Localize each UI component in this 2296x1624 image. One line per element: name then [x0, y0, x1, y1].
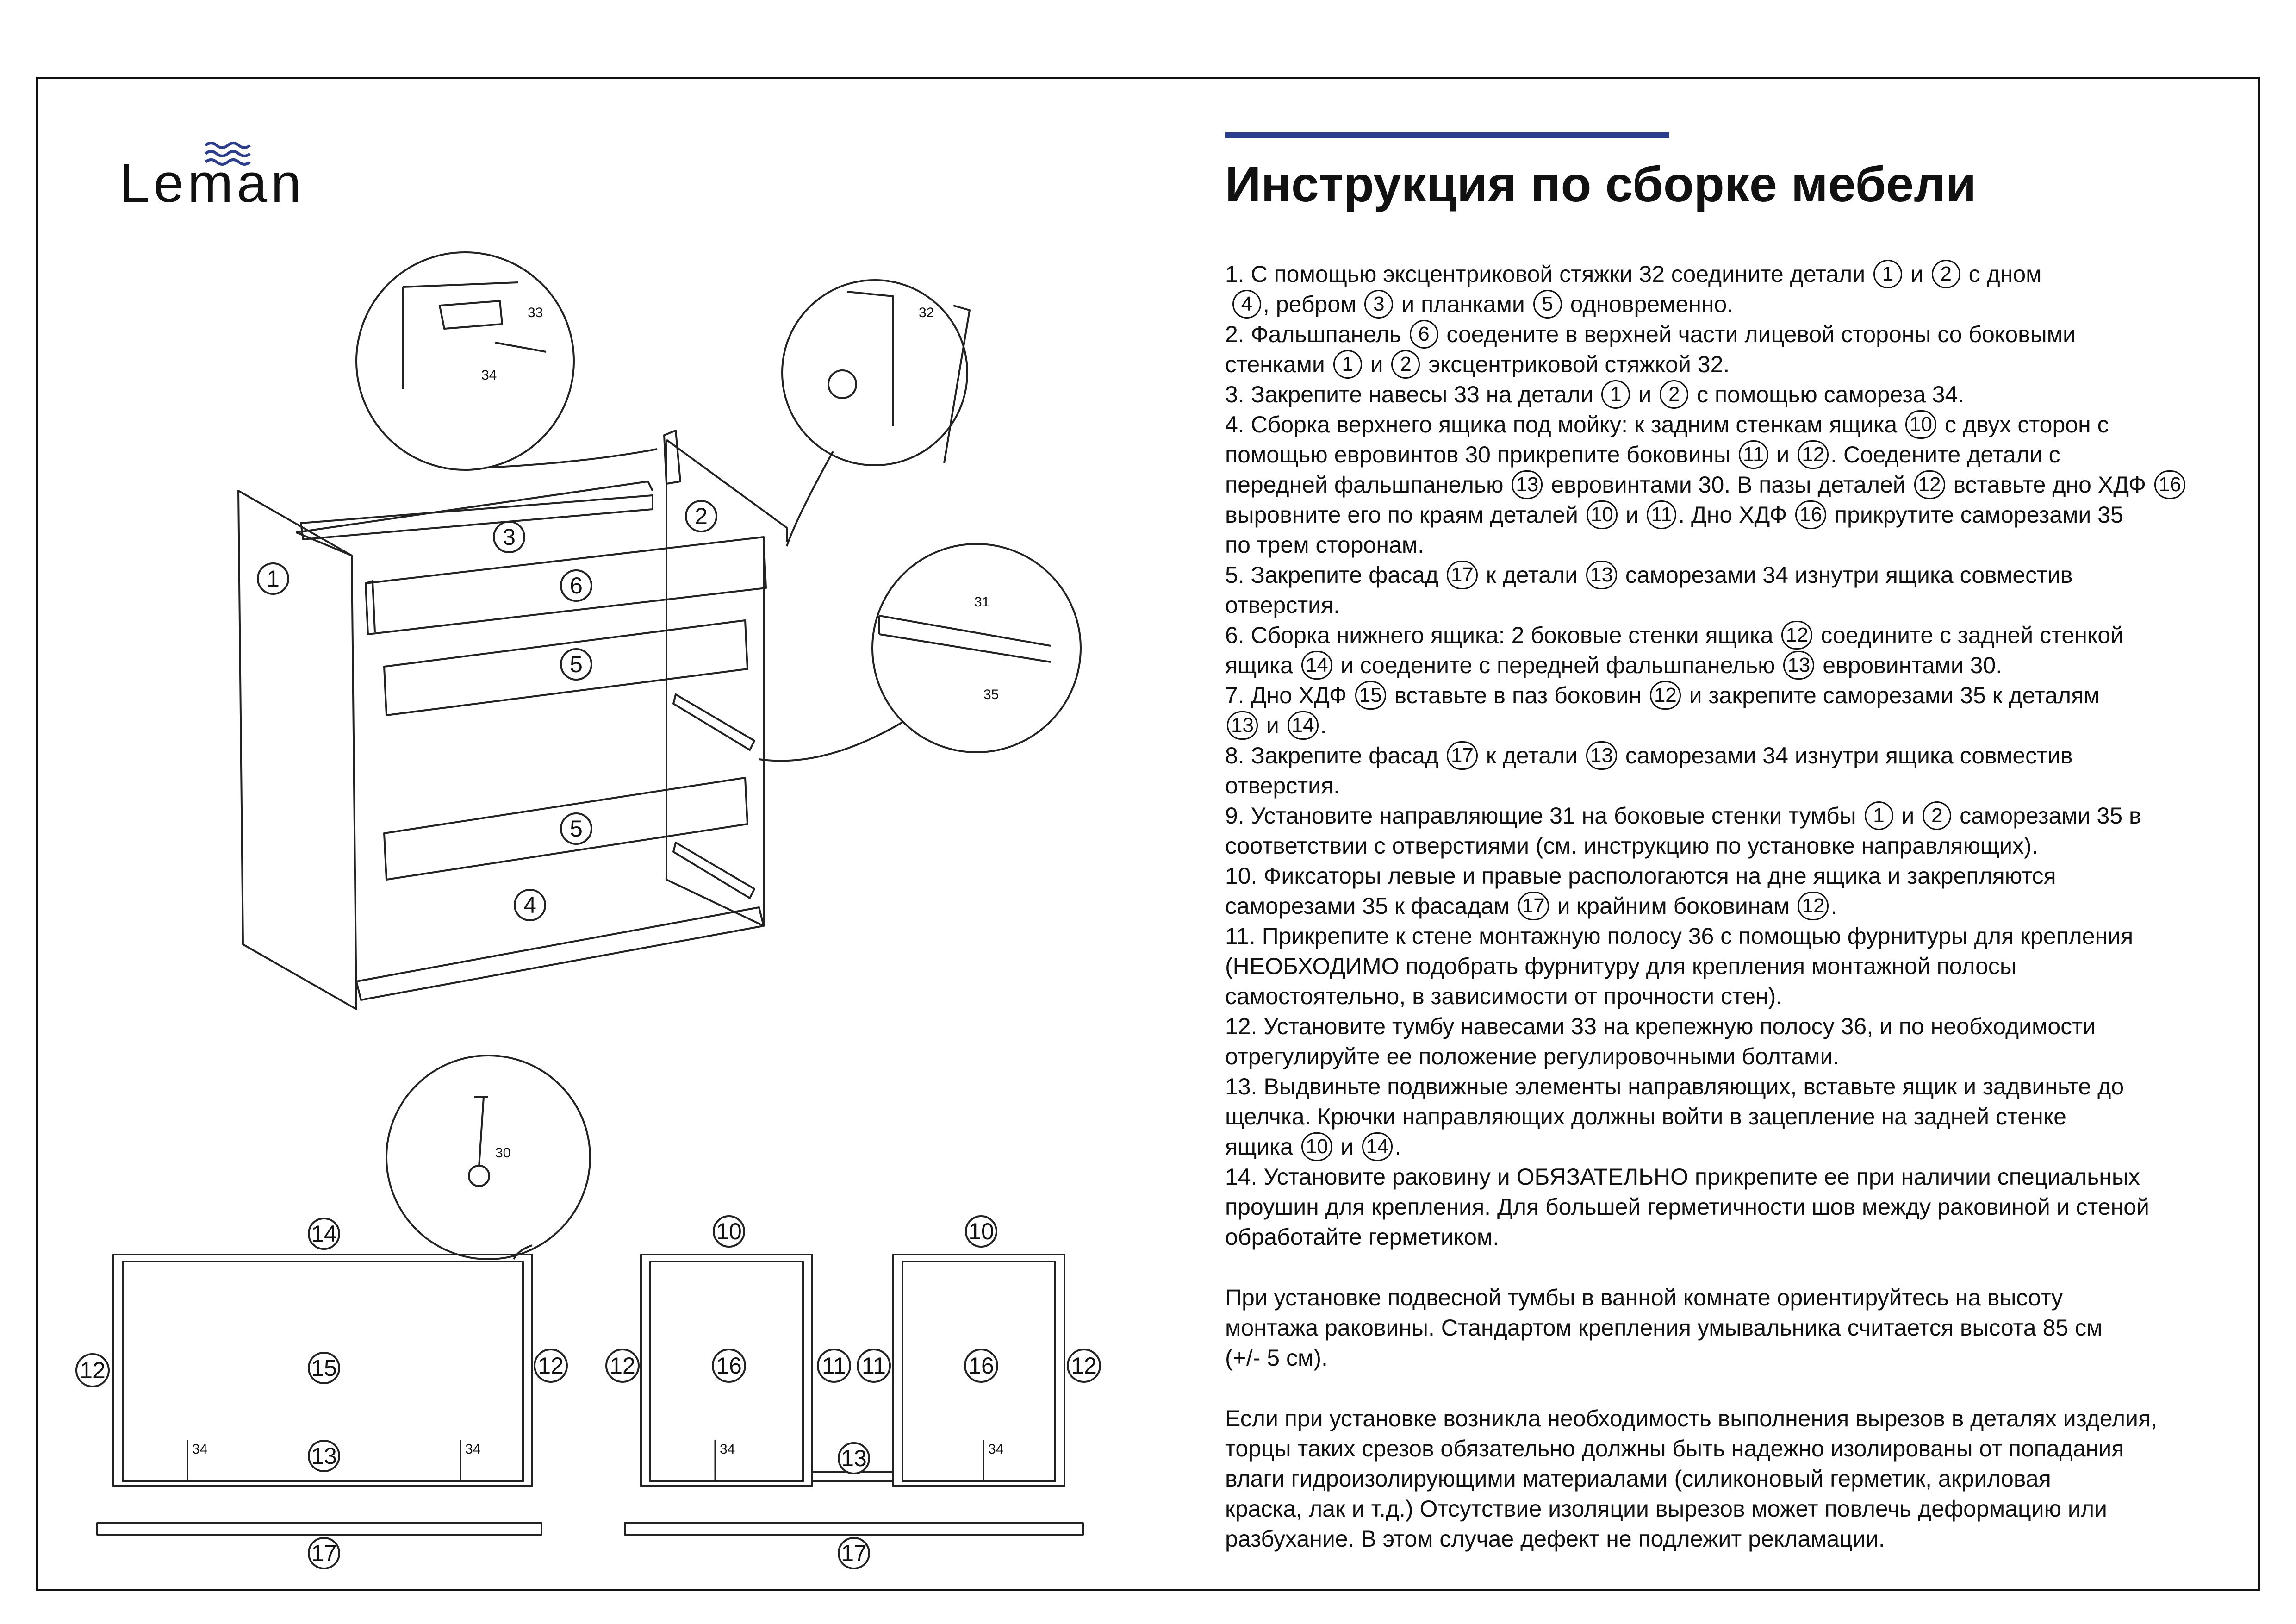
- step-text: саморезами 34 изнутри ящика совместив: [1618, 743, 2073, 768]
- step-line: [1225, 380, 2243, 410]
- step-text: к детали: [1479, 562, 1585, 588]
- note-line: торцы таких срезов обязательно должны быть надежно изолированы от попадания: [1225, 1436, 2124, 1462]
- step-text: . Соедените детали с: [1830, 442, 2060, 468]
- step-line: [1225, 891, 2243, 921]
- part-number-badge: 10: [1301, 1132, 1332, 1161]
- step-line: [1225, 681, 2243, 711]
- step-line: [1225, 921, 2243, 951]
- part-number-badge: 6: [1410, 320, 1438, 349]
- step-text: 4. Сборка верхнего ящика под мойку: к задним стенкам ящика: [1225, 412, 1904, 437]
- step-line: [1225, 861, 2243, 891]
- part-number-badge: 17: [1518, 892, 1549, 920]
- step-text: одновременно.: [1563, 291, 1734, 317]
- label-upper-bottom-right: 16: [968, 1353, 994, 1379]
- part-number-badge: 3: [1364, 290, 1393, 319]
- step-text: по трем сторонам.: [1225, 532, 1425, 558]
- step-text: 7. Дно ХДФ: [1225, 682, 1353, 708]
- label-callout-34: 34: [481, 368, 497, 383]
- label-rib: 3: [503, 524, 516, 550]
- step-text: 2. Фальшпанель: [1225, 321, 1408, 347]
- step-line: [1225, 1012, 2243, 1042]
- step-text: .: [1830, 893, 1837, 919]
- note-line: монтажа раковины. Стандартом крепления умывальника считается высота 85 см: [1225, 1315, 2103, 1341]
- part-number-badge: 1: [1873, 260, 1902, 288]
- step-line: [1225, 831, 2243, 861]
- label-callout-31: 31: [974, 594, 990, 610]
- callout-euroscrew: [386, 1056, 590, 1259]
- step-text: .: [1394, 1134, 1401, 1160]
- step-line: [1225, 410, 2243, 440]
- label-drawer-side-right: 12: [538, 1353, 564, 1379]
- part-number-badge: 2: [1660, 380, 1688, 409]
- step-text: саморезами 35 в: [1953, 803, 2141, 829]
- part-number-badge: 12: [1650, 681, 1681, 710]
- label-upper-facade: 17: [841, 1540, 867, 1566]
- step-text: самостоятельно, в зависимости от прочности стен).: [1225, 983, 1783, 1009]
- step-text: и: [1632, 381, 1658, 407]
- part-number-badge: 10: [1587, 500, 1618, 529]
- step-text: , ребром: [1263, 291, 1363, 317]
- part-number-badge: 14: [1301, 651, 1332, 680]
- step-text: соедените в верхней части лицевой стороны со боковыми: [1440, 321, 2076, 347]
- step-text: с двух сторон с: [1938, 412, 2109, 437]
- brand-name: Leman: [119, 153, 305, 214]
- step-line: [1225, 500, 2243, 530]
- note-line: (+/- 5 см).: [1225, 1345, 1328, 1371]
- bottom-panel-4: [356, 907, 764, 1000]
- part-number-badge: 2: [1391, 350, 1420, 379]
- step-text: с помощью самореза 34.: [1690, 381, 1965, 407]
- step-text: стенками: [1225, 351, 1332, 377]
- step-line: [1225, 289, 2243, 319]
- part-number-badge: 2: [1932, 260, 1960, 288]
- label-callout-33: 33: [528, 305, 543, 320]
- note-line: краска, лак и т.д.) Отсутствие изоляции вырезов может повлечь деформацию или: [1225, 1496, 2107, 1522]
- label-drawer-facade: 17: [311, 1540, 337, 1566]
- label-drawer-front: 13: [311, 1443, 337, 1469]
- step-text: и: [1770, 442, 1796, 468]
- side-panel-right: [666, 440, 787, 542]
- step-line: [1225, 650, 2243, 681]
- step-text: 14. Установите раковину и ОБЯЗАТЕЛЬНО прикрепите ее при наличии специальных: [1225, 1164, 2140, 1190]
- label-drawer-back: 14: [311, 1221, 337, 1247]
- step-text: и закрепите саморезами 35 к деталям: [1682, 682, 2100, 708]
- side-panel-left: [238, 491, 356, 1009]
- step-text: евровинтами 30. В пазы деталей: [1544, 472, 1912, 498]
- label-upper-back-left: 10: [716, 1218, 742, 1244]
- label-callout-30: 30: [495, 1145, 511, 1161]
- part-number-badge: 12: [1914, 470, 1945, 499]
- part-number-badge: 12: [1781, 621, 1812, 650]
- step-text: и: [1904, 261, 1930, 287]
- part-number-badge: 17: [1447, 741, 1478, 770]
- label-upper-side-outer-left: 12: [610, 1353, 635, 1379]
- notes-list: [1225, 1283, 2243, 1554]
- part-number-badge: 11: [1739, 440, 1768, 469]
- label-side-right: 2: [695, 503, 708, 529]
- step-line: [1225, 1072, 2243, 1102]
- step-text: саморезами 35 к фасадам: [1225, 893, 1516, 919]
- step-line: [1225, 771, 2243, 801]
- label-strip-upper: 5: [570, 651, 583, 677]
- guide-upper: [673, 694, 754, 750]
- part-number-badge: 16: [2154, 470, 2185, 499]
- callout-guide: [872, 544, 1081, 752]
- step-text: и: [1895, 803, 1921, 829]
- step-text: и: [1334, 1134, 1360, 1160]
- label-drawer-bottom: 15: [311, 1355, 337, 1381]
- part-number-badge: 13: [1586, 741, 1617, 770]
- step-text: 13. Выдвиньте подвижные элементы направляющих, вставьте ящик и задвиньте до: [1225, 1074, 2124, 1099]
- step-text: . Дно ХДФ: [1678, 502, 1794, 528]
- note-line: Если при установке возникла необходимость выполнения вырезов в деталях изделия,: [1225, 1405, 2157, 1431]
- part-number-badge: 12: [1798, 440, 1829, 469]
- part-number-badge: 16: [1795, 500, 1826, 529]
- step-line: [1225, 741, 2243, 771]
- step-text: и: [1619, 502, 1645, 528]
- step-line: [1225, 259, 2243, 289]
- label-upper-side-inner-right: 11: [862, 1353, 886, 1379]
- step-text: 3. Закрепите навесы 33 на детали: [1225, 381, 1600, 407]
- step-text: 5. Закрепите фасад: [1225, 562, 1445, 588]
- step-line: [1225, 1042, 2243, 1072]
- label-upper-front: 13: [841, 1445, 867, 1471]
- label-false-panel: 6: [570, 573, 583, 599]
- step-line: [1225, 981, 2243, 1012]
- step-text: к детали: [1479, 743, 1585, 768]
- step-text: отверстия.: [1225, 592, 1340, 618]
- guide-lower: [673, 843, 754, 898]
- step-text: и: [1259, 712, 1286, 738]
- step-line: [1225, 620, 2243, 650]
- step-line: [1225, 1192, 2243, 1222]
- label-side-left: 1: [267, 566, 280, 592]
- label-strip-lower: 5: [570, 816, 583, 842]
- step-text: помощью евровинтов 30 прикрепите боковины: [1225, 442, 1737, 468]
- step-text: вставьте дно ХДФ: [1947, 472, 2153, 498]
- step-text: проушин для крепления. Для большей герметичности шов между раковиной и стеной: [1225, 1194, 2149, 1220]
- part-number-badge: 1: [1333, 350, 1362, 379]
- part-number-badge: 13: [1783, 651, 1814, 680]
- part-number-badge: 1: [1865, 801, 1893, 830]
- part-number-badge: 14: [1362, 1132, 1393, 1161]
- step-text: (НЕОБХОДИМО подобрать фурнитуру для крепления монтажной полосы: [1225, 953, 2016, 979]
- label-lower-screw-left: 34: [192, 1442, 208, 1457]
- step-line: [1225, 530, 2243, 560]
- step-text: соответствии с отверстиями (см. инструкцию по установке направляющих).: [1225, 833, 2038, 859]
- part-number-badge: 10: [1905, 410, 1936, 439]
- note-line: разбухание. В этом случае дефект не подлежит рекламации.: [1225, 1526, 1885, 1552]
- step-line: [1225, 951, 2243, 981]
- note-line: влаги гидроизолирующими материалами (силиконовый герметик, акриловая: [1225, 1466, 2051, 1492]
- callout-cam: [782, 280, 967, 465]
- note-line: При установке подвесной тумбы в ванной комнате ориентируйтесь на высоту: [1225, 1285, 2063, 1311]
- step-text: 12. Установите тумбу навесами 33 на крепежную полосу 36, и по необходимости: [1225, 1013, 2096, 1039]
- step-line: [1225, 319, 2243, 350]
- step-text: 1. С помощью эксцентриковой стяжки 32 соедините детали: [1225, 261, 1872, 287]
- step-line: [1225, 440, 2243, 470]
- step-line: [1225, 1222, 2243, 1252]
- label-drawer-side-left: 12: [80, 1357, 106, 1383]
- label-upper-screw-left: 34: [720, 1442, 735, 1457]
- part-number-badge: 13: [1227, 711, 1258, 740]
- step-text: щелчка. Крючки направляющих должны войти в зацепление на задней стенке: [1225, 1104, 2066, 1130]
- label-upper-back-right: 10: [968, 1218, 994, 1244]
- label-callout-32: 32: [919, 305, 934, 320]
- step-line: [1225, 350, 2243, 380]
- step-text: отверстия.: [1225, 773, 1340, 799]
- step-line: [1225, 1162, 2243, 1192]
- step-text: евровинтами 30.: [1816, 652, 2003, 678]
- step-text: эксцентриковой стяжкой 32.: [1422, 351, 1730, 377]
- part-number-badge: 17: [1447, 561, 1478, 589]
- step-line: [1225, 560, 2243, 590]
- label-bottom: 4: [523, 892, 536, 918]
- note-paragraph: [1225, 1404, 2243, 1554]
- step-text: .: [1320, 712, 1327, 738]
- step-text: передней фальшпанелью: [1225, 472, 1510, 498]
- accent-rule: [1225, 132, 1669, 138]
- step-text: и соедените с передней фальшпанелью: [1334, 652, 1782, 678]
- part-number-badge: 14: [1288, 711, 1319, 740]
- step-text: 9. Установите направляющие 31 на боковые стенки тумбы: [1225, 803, 1863, 829]
- page-title: Инструкция по сборке мебели: [1225, 156, 1977, 212]
- part-number-badge: 2: [1923, 801, 1951, 830]
- rib-3: [301, 495, 653, 539]
- label-upper-side-inner-left: 11: [822, 1353, 846, 1379]
- step-line: [1225, 1102, 2243, 1132]
- label-upper-side-outer-right: 12: [1071, 1353, 1097, 1379]
- step-line: [1225, 711, 2243, 741]
- step-text: и планками: [1395, 291, 1531, 317]
- step-text: и: [1363, 351, 1390, 377]
- step-text: ящика: [1225, 652, 1300, 678]
- part-number-badge: 12: [1798, 892, 1829, 920]
- part-number-badge: 15: [1355, 681, 1386, 710]
- step-text: 8. Закрепите фасад: [1225, 743, 1445, 768]
- step-text: выровните его по краям деталей: [1225, 502, 1585, 528]
- step-text: вставьте в паз боковин: [1388, 682, 1648, 708]
- instruction-text: [1225, 259, 2243, 1554]
- step-text: прикрутите саморезами 35: [1828, 502, 2123, 528]
- step-text: 6. Сборка нижнего ящика: 2 боковые стенки ящика: [1225, 622, 1780, 648]
- step-text: и крайним боковинам: [1550, 893, 1796, 919]
- step-text: 11. Прикрепите к стене монтажную полосу 36 с помощью фурнитуры для крепления: [1225, 923, 2134, 949]
- step-text: обработайте герметиком.: [1225, 1224, 1500, 1250]
- steps-list: [1225, 259, 2243, 1252]
- part-number-badge: 13: [1586, 561, 1617, 589]
- facade-17-lower: [97, 1523, 541, 1535]
- step-text: ящика: [1225, 1134, 1300, 1160]
- part-number-badge: 13: [1512, 470, 1543, 499]
- step-text: соедините с задней стенкой: [1814, 622, 2124, 648]
- label-upper-bottom-left: 16: [716, 1353, 742, 1379]
- step-text: 10. Фиксаторы левые и правые распологаются на дне ящика и закрепляются: [1225, 863, 2056, 889]
- step-line: [1225, 590, 2243, 620]
- label-upper-screw-right: 34: [988, 1442, 1004, 1457]
- label-callout-35: 35: [983, 687, 999, 702]
- part-number-badge: 11: [1647, 500, 1676, 529]
- label-lower-screw-right: 34: [465, 1442, 481, 1457]
- note-paragraph: [1225, 1283, 2243, 1373]
- part-number-badge: 4: [1232, 290, 1261, 319]
- step-text: с дном: [1962, 261, 2042, 287]
- step-line: [1225, 801, 2243, 831]
- step-line: [1225, 1132, 2243, 1162]
- step-text: саморезами 34 изнутри ящика совместив: [1618, 562, 2073, 588]
- part-number-badge: 1: [1601, 380, 1630, 409]
- part-number-badge: 5: [1533, 290, 1562, 319]
- step-text: отрегулируйте ее положение регулировочными болтами.: [1225, 1043, 1840, 1069]
- facade-17-upper: [625, 1523, 1083, 1535]
- step-line: [1225, 470, 2243, 500]
